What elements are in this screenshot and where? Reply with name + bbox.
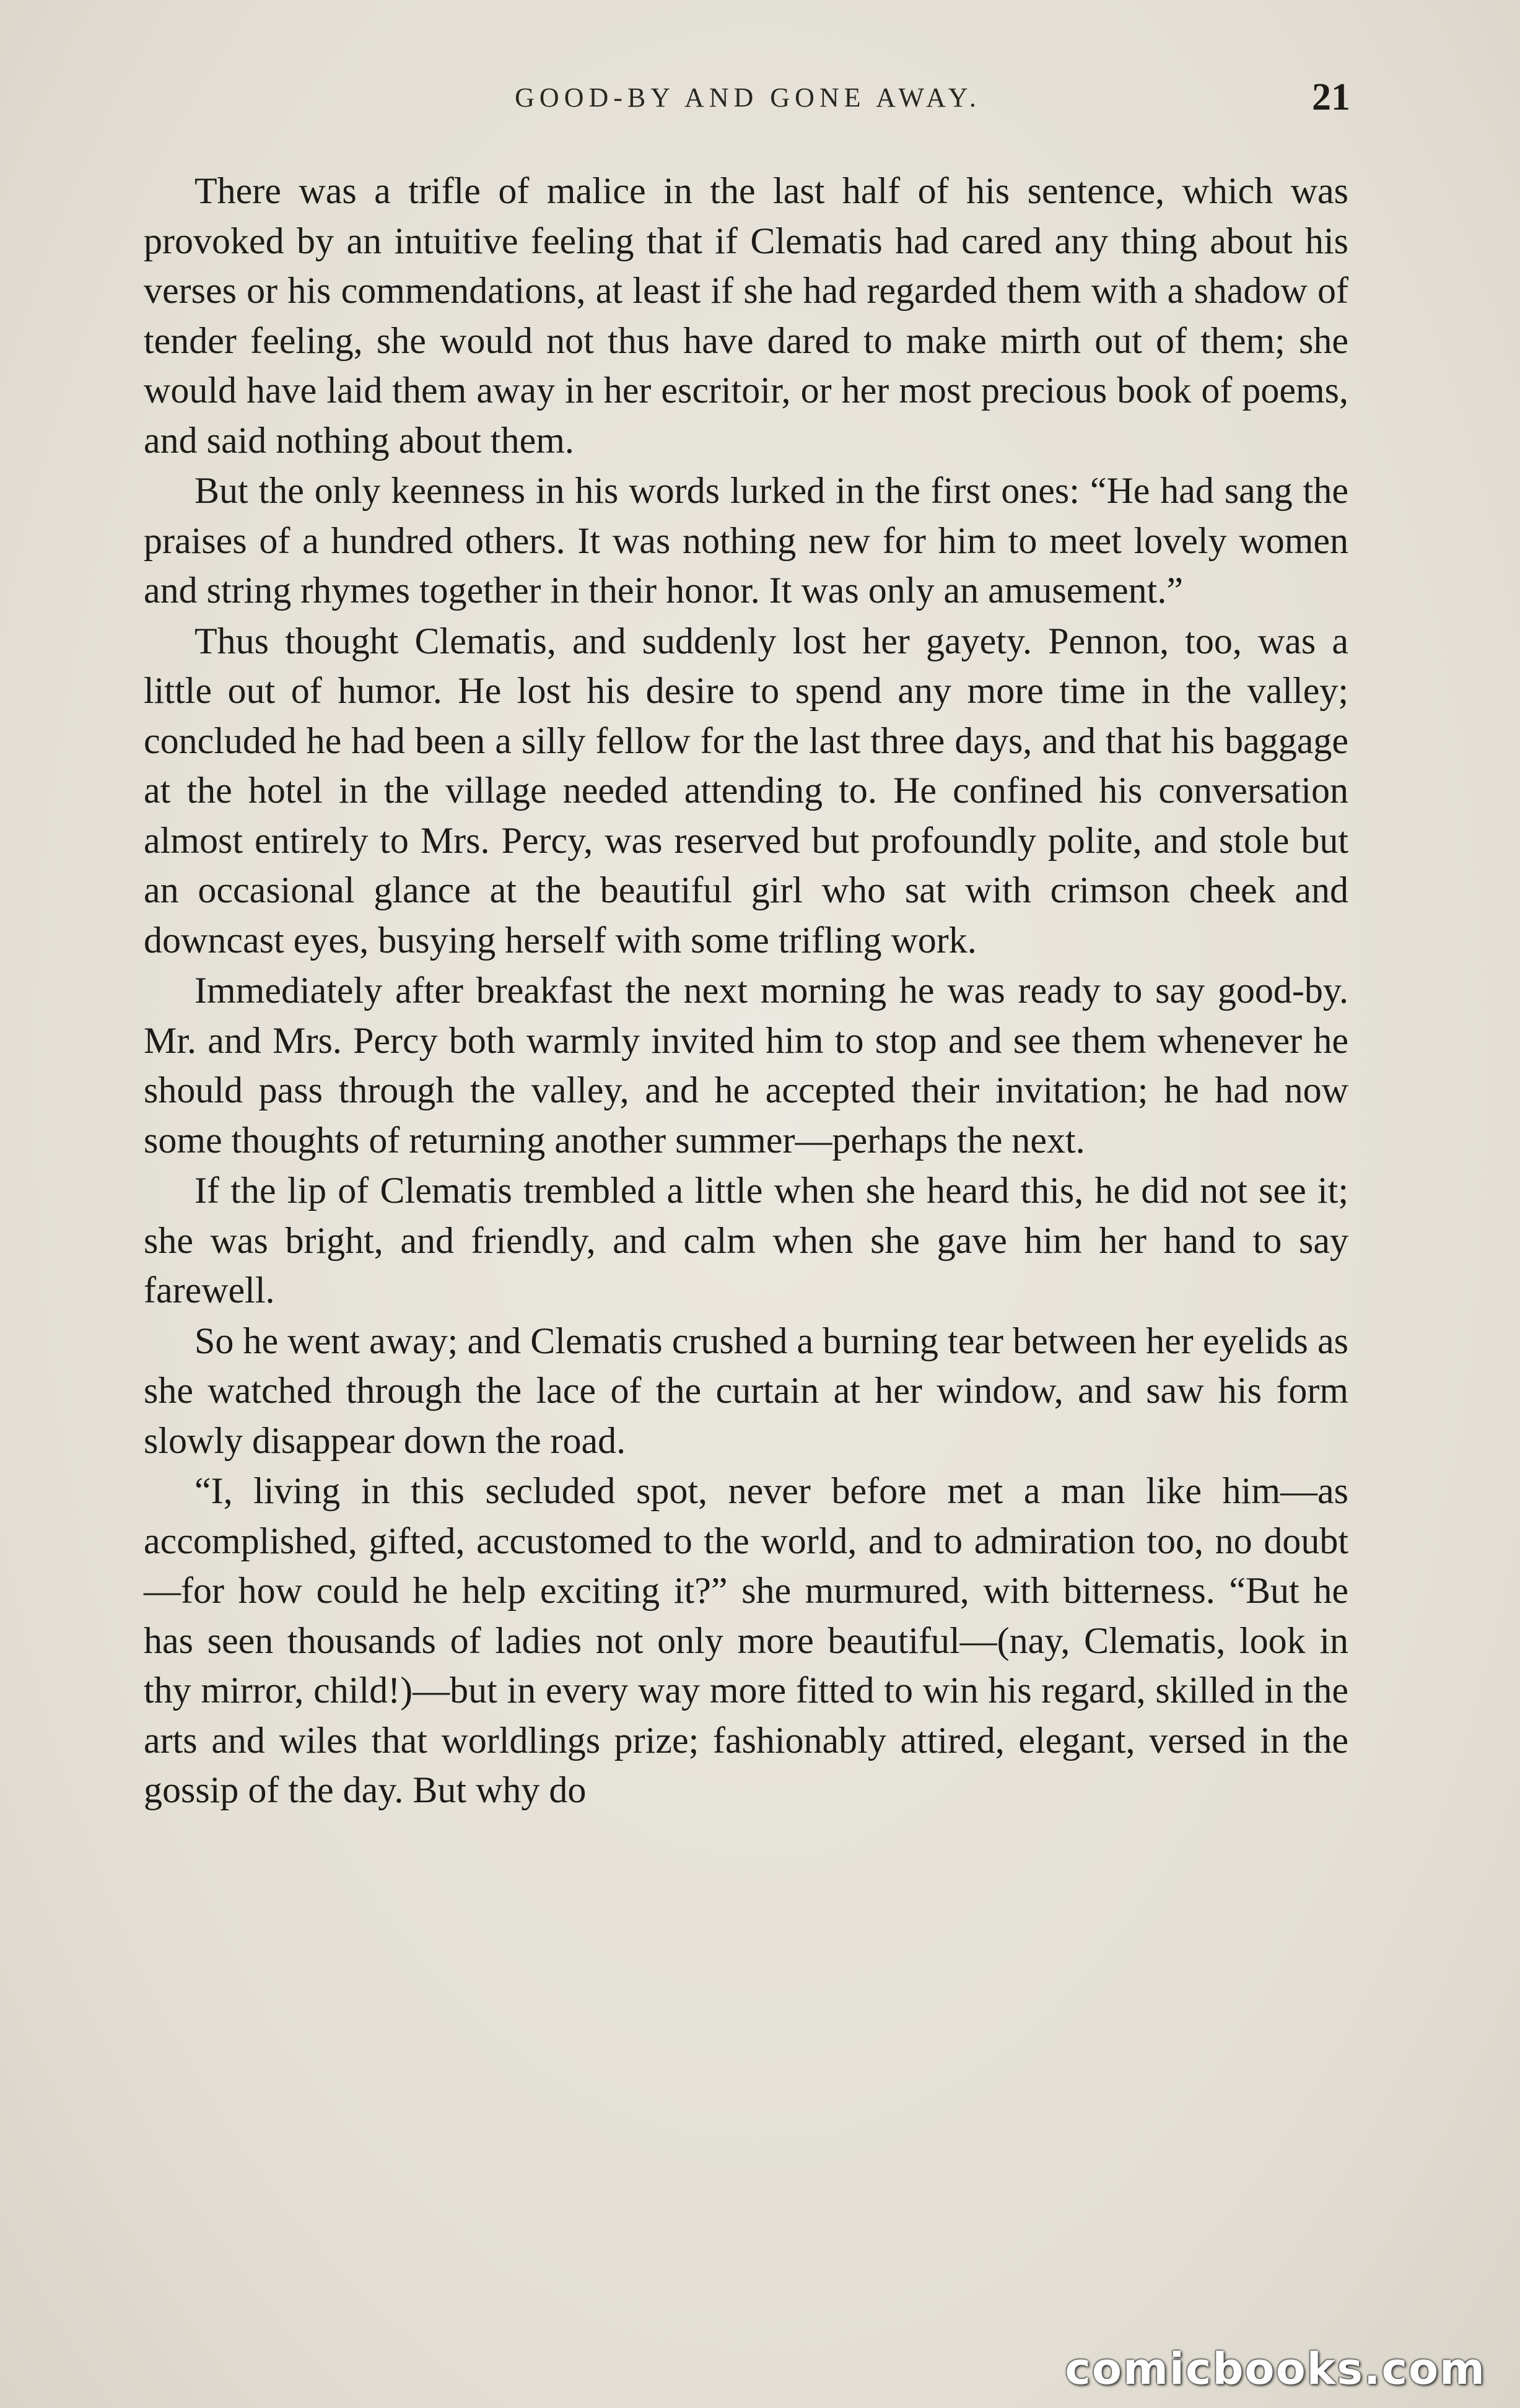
- paragraph: If the lip of Clematis trembled a little when she heard this, he did not see it; she was bright, and friendly, and calm when she gave him her hand to say farewell.: [144, 1170, 1348, 1311]
- page-header: [146, 76, 1350, 125]
- page-number: 21: [1312, 76, 1350, 118]
- watermark: comicbooks.com: [1065, 2344, 1486, 2394]
- body-text: [144, 166, 1348, 1815]
- paragraph: “I, living in this secluded spot, never before met a man like him—as accomplished, gifted, accustomed to the world, and to admiration too, no doubt—for how could he help exciting it?” she murmured, with bitterness. “But he has seen thousands of ladies not only more beautiful—(nay, Clematis, look in thy mirror, child!)—but in every way more fitted to win his regard, skilled in the arts and wiles that worldlings prize; fashionably attired, elegant, versed in the gossip of the day. But why do: [144, 1470, 1348, 1810]
- paragraph: There was a trifle of malice in the last half of his sentence, which was provoked by an intuitive feeling that if Clematis had cared any thing about his verses or his commendations, at least if she had regarded them with a shadow of tender feeling, she would not thus have dared to make mirth out of them; she would have laid them away in her escritoir, or her most precious book of poems, and said nothing about them.: [144, 170, 1348, 461]
- running-head: GOOD-BY AND GONE AWAY.: [515, 82, 981, 113]
- paragraph: Thus thought Clematis, and suddenly lost her gayety. Pennon, too, was a little out of humor. He lost his desire to spend any more time in the valley; concluded he had been a silly fellow for the last three days, and that his baggage at the hotel in the village needed attending to. He confined his conversation almost entirely to Mrs. Percy, was reserved but profoundly polite, and stole but an occasional glance at the beautiful girl who sat with crimson cheek and downcast eyes, busying herself with some trifling work.: [144, 620, 1348, 961]
- paragraph: So he went away; and Clematis crushed a burning tear between her eyelids as she watched through the lace of the curtain at her window, and saw his form slowly disappear down the road.: [144, 1320, 1348, 1461]
- paragraph: But the only keenness in his words lurked in the first ones: “He had sang the praises of a hundred others. It was nothing new for him to meet lovely women and string rhymes together in their honor. It was only an amusement.”: [144, 470, 1348, 611]
- paragraph: Immediately after breakfast the next morning he was ready to say good-by. Mr. and Mrs. Percy both warmly invited him to stop and see them whenever he should pass through the valley, and he accepted their invitation; he had now some thoughts of returning another summer—perhaps the next.: [144, 970, 1348, 1161]
